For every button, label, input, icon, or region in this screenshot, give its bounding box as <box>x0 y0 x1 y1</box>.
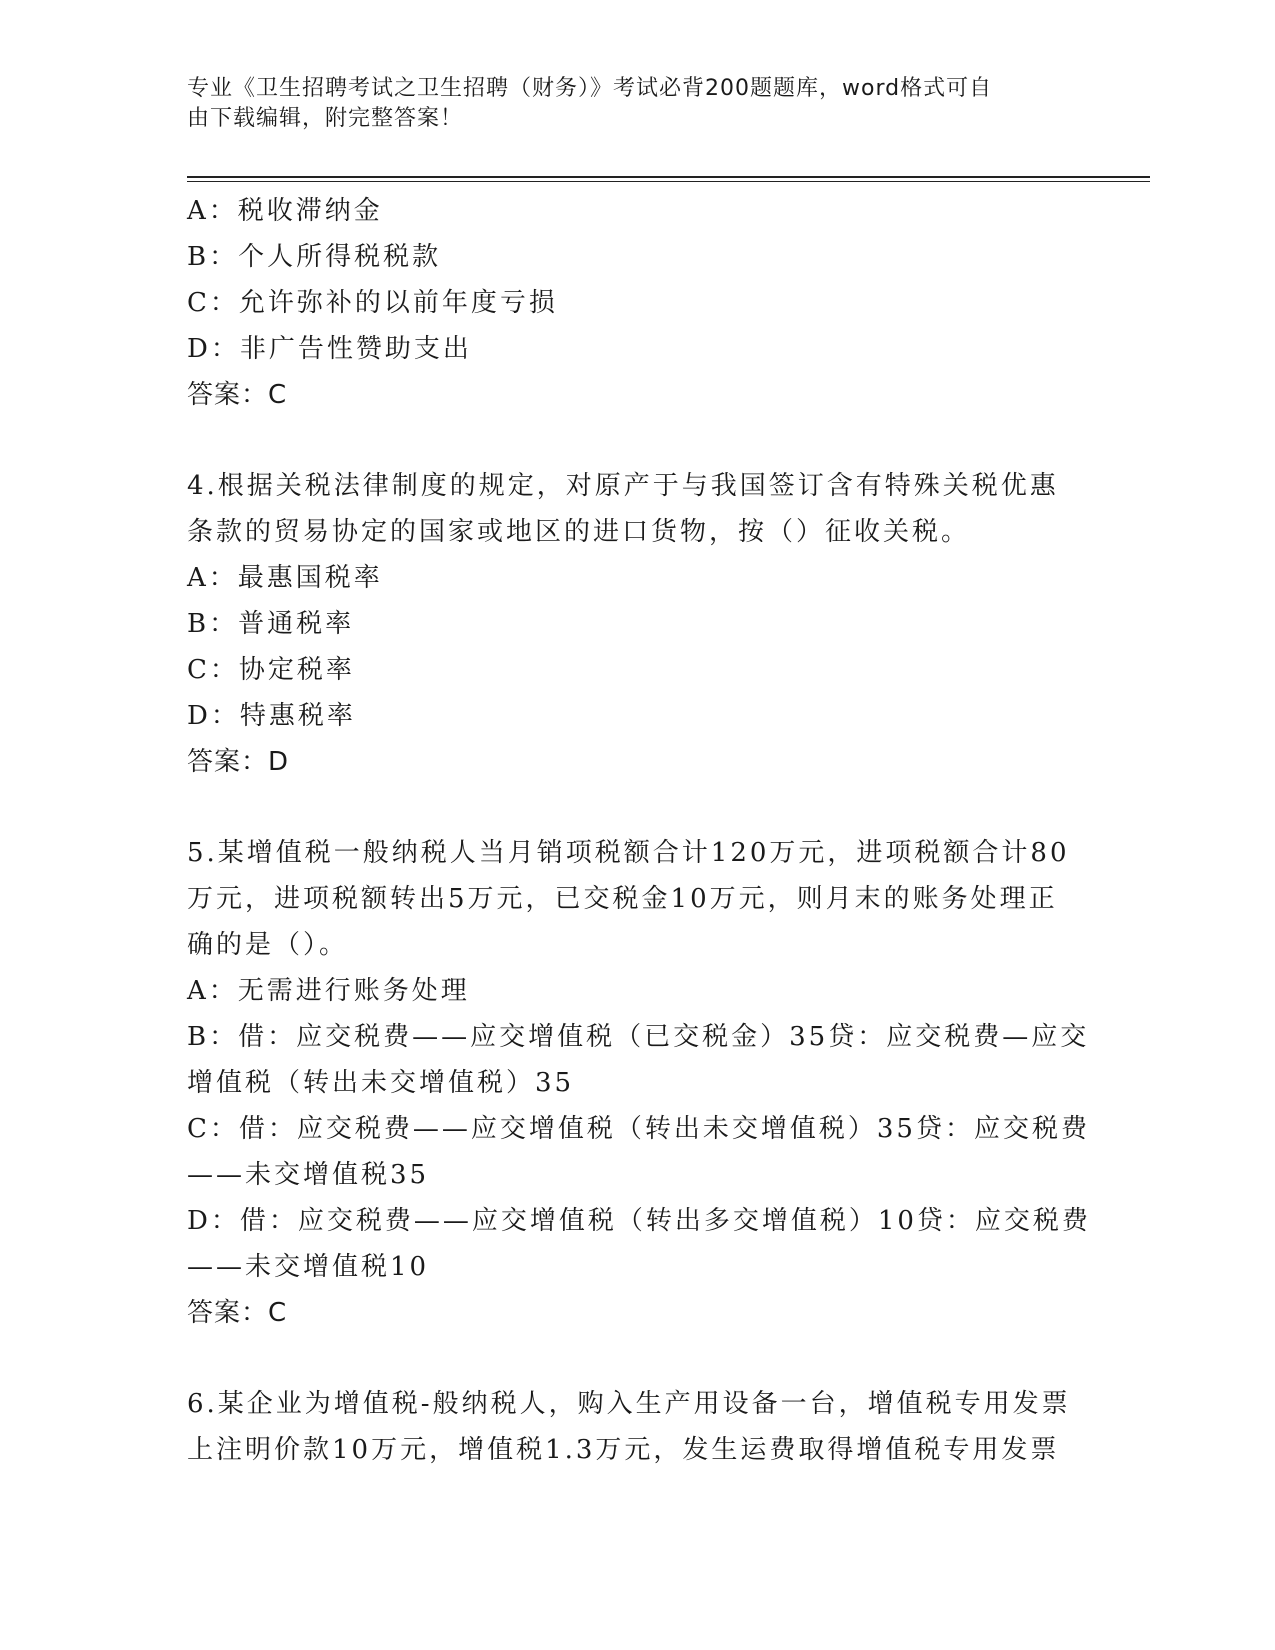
option-d: D：特惠税率 <box>187 701 356 731</box>
header-line-2: 由下载编辑，附完整答案！ <box>187 106 464 131</box>
answer: 答案：D <box>187 747 290 777</box>
document-header <box>187 74 1067 134</box>
option-b: B：普通税率 <box>187 609 355 639</box>
header-line-1: 专业《卫生招聘考试之卫生招聘（财务）》考试必背200题题库，word格式可自 <box>187 76 993 101</box>
option-c: C：借：应交税费——应交增值税（转出未交增值税）35贷：应交税费 <box>187 1114 1090 1144</box>
question-4 <box>187 463 1087 785</box>
option-a: A：最惠国税率 <box>187 563 383 593</box>
question-stem-line: 万元，进项税额转出5万元，已交税金10万元，则月末的账务处理正 <box>187 884 1058 914</box>
question-stem-line: 上注明价款10万元，增值税1.3万元，发生运费取得增值税专用发票 <box>187 1435 1060 1465</box>
option-c: C：允许弥补的以前年度亏损 <box>187 288 558 318</box>
question-stem-line: 5.某增值税一般纳税人当月销项税额合计120万元，进项税额合计80 <box>187 838 1070 868</box>
question-3 <box>187 188 1087 418</box>
question-stem-line: 条款的贸易协定的国家或地区的进口货物，按（）征收关税。 <box>187 517 971 547</box>
question-5 <box>187 830 1091 1336</box>
document-body <box>187 188 1091 1473</box>
header-divider-thick <box>187 176 1150 178</box>
option-a: A：税收滞纳金 <box>187 196 383 226</box>
question-stem-line: 4.根据关税法律制度的规定，对原产于与我国签订含有特殊关税优惠 <box>187 471 1059 501</box>
option-a: A：无需进行账务处理 <box>187 976 470 1006</box>
answer: 答案：C <box>187 380 288 410</box>
option-b-continued: 增值税（转出未交增值税）35 <box>187 1068 575 1098</box>
option-c: C：协定税率 <box>187 655 355 685</box>
question-stem-line: 确的是（）。 <box>187 930 349 960</box>
answer: 答案：C <box>187 1298 288 1328</box>
option-d: D：借：应交税费——应交增值税（转出多交增值税）10贷：应交税费 <box>187 1206 1091 1236</box>
header-divider-thin <box>187 181 1150 182</box>
option-d-continued: ——未交增值税10 <box>187 1252 430 1282</box>
option-d: D：非广告性赞助支出 <box>187 334 472 364</box>
question-stem-line: 6.某企业为增值税-般纳税人，购入生产用设备一台，增值税专用发票 <box>187 1389 1071 1419</box>
question-6 <box>187 1381 1087 1473</box>
option-c-continued: ——未交增值税35 <box>187 1160 430 1190</box>
option-b: B：借：应交税费——应交增值税（已交税金）35贷：应交税费—应交 <box>187 1022 1090 1052</box>
option-b: B：个人所得税税款 <box>187 242 442 272</box>
